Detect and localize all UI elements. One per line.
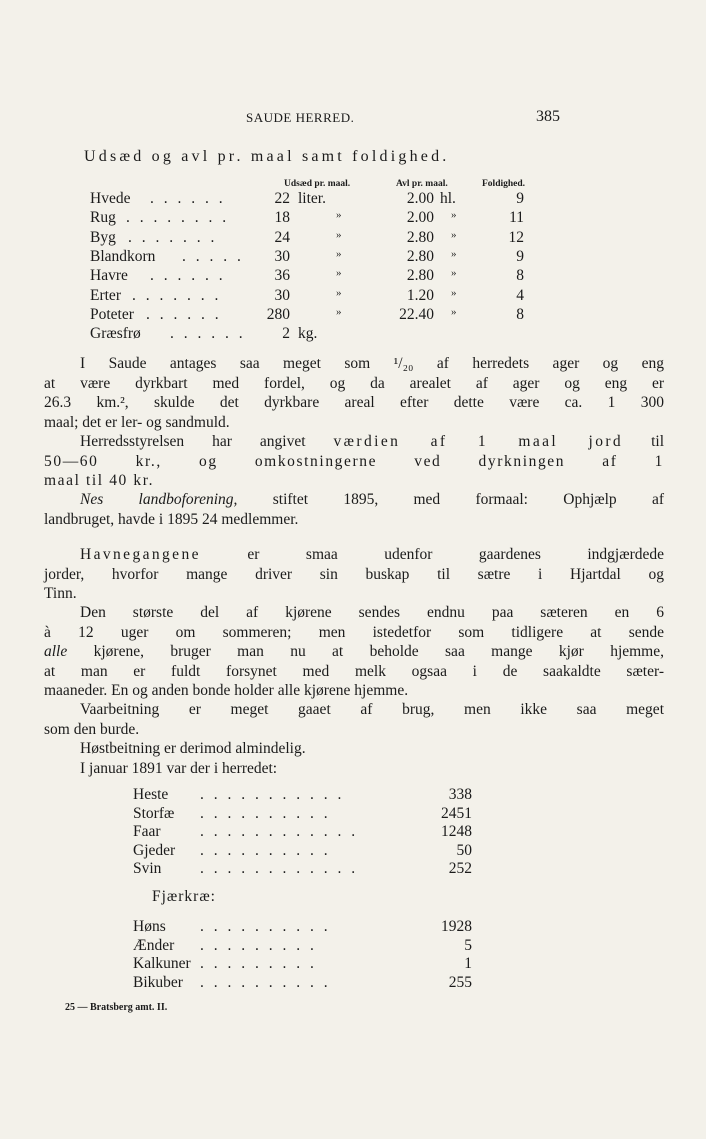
livestock-count: 50 (456, 841, 472, 859)
text-line: 26.3 km.², skulde det dyrkbare areal efter dette være ca. 1 300 (44, 394, 664, 411)
crop-name: Poteter (90, 305, 134, 323)
text-line: Tinn. (44, 585, 77, 602)
col-header-fold: Foldighed. (482, 179, 526, 189)
leader-dots: . . . . . . . . . . (200, 804, 331, 822)
leader-dots: . . . . . . . . . (200, 936, 317, 954)
crop-name: Blandkorn (90, 247, 156, 265)
text-line: 50—60 kr., og omkostningerne ved dyrkningen af 1 (44, 452, 664, 470)
text-line: I januar 1891 var der i herredet: (80, 759, 278, 777)
text-line: Den største del af kjørene sendes endnu paa sæteren en 6 (80, 604, 664, 621)
text-line: maal; det er ler- og sandmuld. (44, 413, 230, 431)
yield-unit: » (451, 209, 457, 222)
poultry-count: 5 (464, 936, 472, 954)
italic-text: alle (44, 643, 68, 660)
livestock-label: Gjeder (133, 841, 176, 859)
poultry-heading: Fjærkræ: (152, 888, 216, 905)
seed-unit: liter. (298, 190, 326, 207)
crop-name: Havre (90, 267, 128, 285)
text-line: maal til 40 kr. (44, 472, 155, 489)
seed-unit: » (336, 228, 342, 241)
running-header: SAUDE HERRED. (246, 110, 355, 125)
yield-unit: hl. (440, 190, 456, 207)
leader-dots: . . . . . . (146, 305, 222, 323)
yield-unit: » (451, 286, 457, 299)
yield-amount: 1.20 (406, 286, 434, 304)
poultry-count: 1 (464, 955, 472, 972)
text-line: jorder, hvorfor mange driver sin buskap til sætre i Hjartdal og (44, 565, 664, 583)
seed-amount: 280 (266, 305, 290, 323)
leader-dots: . . . . . . . . . . (200, 841, 331, 859)
text-line: Høstbeitning er derimod almindelig. (80, 740, 306, 757)
leader-dots: . . . . . . . . . . (200, 918, 331, 935)
yield-unit: » (451, 305, 457, 318)
page-number: 385 (536, 108, 560, 125)
text-line (44, 490, 664, 510)
leader-dots: . . . . . . (150, 267, 226, 285)
paragraph-arable-land (44, 354, 664, 432)
text-line: Vaarbeitning er meget gaaet af brug, men ikke saa meget (80, 701, 664, 718)
livestock-label: Faar (133, 823, 161, 840)
col-header-seed: Udsæd pr. maal. (284, 179, 351, 189)
yield-amount: 2.00 (406, 190, 434, 207)
leader-dots: . . . . . . (150, 190, 226, 207)
livestock-count: 338 (448, 786, 472, 803)
yield-amount: 2.00 (406, 209, 434, 227)
paragraph-land-value (44, 432, 664, 491)
livestock-count: 1248 (441, 823, 472, 840)
paragraph-farming-society (44, 490, 664, 529)
yield-amount: 22.40 (399, 305, 434, 323)
livestock-label: Storfæ (133, 804, 175, 822)
seed-amount: 22 (274, 190, 290, 207)
yield-unit: » (451, 228, 457, 241)
text-line: som den burde. (44, 720, 140, 738)
foldighed-value: 9 (516, 190, 524, 207)
text-line: at være dyrkbart med fordel, og da arealet af ager og eng er (44, 374, 664, 392)
paragraph-cattle (44, 603, 664, 701)
italic-text: Nes landboforening, (80, 491, 238, 508)
col-header-yield: Avl pr. maal. (396, 179, 448, 189)
yield-amount: 2.80 (406, 247, 434, 265)
seed-amount: 18 (274, 209, 290, 227)
poultry-label: Kalkuner (133, 955, 191, 972)
text-line: maaneder. En og anden bonde holder alle kjørene hjemme. (44, 682, 409, 699)
seed-amount: 30 (274, 247, 290, 265)
yield-unit: » (451, 247, 457, 260)
yield-amount: 2.80 (406, 228, 434, 246)
seed-unit: » (336, 267, 342, 280)
leader-dots: . . . . . . . . (126, 209, 230, 227)
poultry-count: 255 (448, 973, 472, 991)
crop-name: Hvede (90, 190, 131, 207)
leader-dots: . . . . . . . (132, 286, 222, 304)
text-line (44, 432, 664, 452)
crop-name: Byg (90, 228, 116, 246)
paragraph-grazing (44, 700, 664, 778)
yield-unit: » (451, 267, 457, 280)
poultry-label: Ænder (133, 936, 175, 954)
seed-unit: » (336, 209, 342, 222)
poultry-label: Bikuber (133, 973, 183, 991)
foldighed-value: 4 (516, 286, 524, 304)
foldighed-value: 8 (516, 305, 524, 323)
text-span: stiftet 1895, med formaal: Ophjælp af (237, 491, 664, 508)
foldighed-value: 8 (516, 267, 524, 285)
section-title: Udsæd og avl pr. maal samt foldighed. (84, 148, 450, 165)
text-line: at man er fuldt forsynet med melk ogsaa i de saakaldte sæter- (44, 662, 664, 680)
poultry-label: Høns (133, 918, 166, 935)
livestock-count: 252 (448, 860, 472, 877)
text-line (44, 642, 664, 662)
leader-dots: . . . . . . . (128, 228, 218, 246)
livestock-label: Heste (133, 786, 169, 803)
foldighed-value: 9 (516, 247, 524, 265)
text-span: kjørene, bruger man nu at beholde saa mange kjør hjemme, (67, 643, 664, 660)
seed-amount: 30 (274, 286, 290, 304)
livestock-label: Svin (133, 860, 162, 877)
foldighed-value (496, 325, 524, 344)
seed-unit: kg. (298, 325, 318, 343)
seed-unit: » (336, 305, 342, 318)
foldighed-value: 11 (509, 209, 524, 227)
leader-dots: . . . . . . . . . . . . (200, 823, 359, 840)
text-span: Herredsstyrelsen har angivet (80, 433, 334, 450)
spaced-text: værdien af 1 maal jord (333, 433, 624, 450)
poultry-count: 1928 (441, 918, 472, 935)
seed-unit: » (336, 247, 342, 260)
text-line (44, 545, 664, 565)
seed-unit: » (336, 286, 342, 299)
foldighed-value: 12 (508, 228, 524, 246)
text-line: I Saude antages saa meget som ¹/₂₀ af herredets ager og eng (80, 355, 664, 372)
text-line: landbruget, havde i 1895 24 medlemmer. (44, 510, 299, 528)
leader-dots: . . . . . . . . . . . . (200, 860, 359, 877)
text-line: à 12 uger om sommeren; men istedetfor som tidligere at sende (44, 623, 664, 641)
leader-dots: . . . . . . . . . . (200, 973, 331, 991)
crop-name: Rug (90, 209, 116, 227)
yield-amount (388, 325, 434, 344)
leader-dots: . . . . . (182, 247, 244, 265)
seed-amount: 2 (282, 325, 290, 343)
spaced-text: Havnegangene (80, 546, 201, 563)
seed-amount: 24 (274, 228, 290, 246)
text-span: til (623, 433, 664, 450)
leader-dots: . . . . . . (170, 325, 246, 343)
yield-amount: 2.80 (406, 267, 434, 285)
seed-amount: 36 (274, 267, 290, 285)
text-span: er smaa udenfor gaardenes indgjærdede (200, 546, 664, 563)
livestock-count: 2451 (441, 804, 472, 822)
leader-dots: . . . . . . . . . (200, 955, 317, 972)
leader-dots: . . . . . . . . . . . (200, 786, 345, 803)
crop-name: Erter (90, 286, 121, 304)
paragraph-pastures (44, 545, 664, 604)
crop-name: Græsfrø (90, 325, 141, 343)
footer-signature: 25 — Bratsberg amt. II. (65, 1002, 168, 1013)
